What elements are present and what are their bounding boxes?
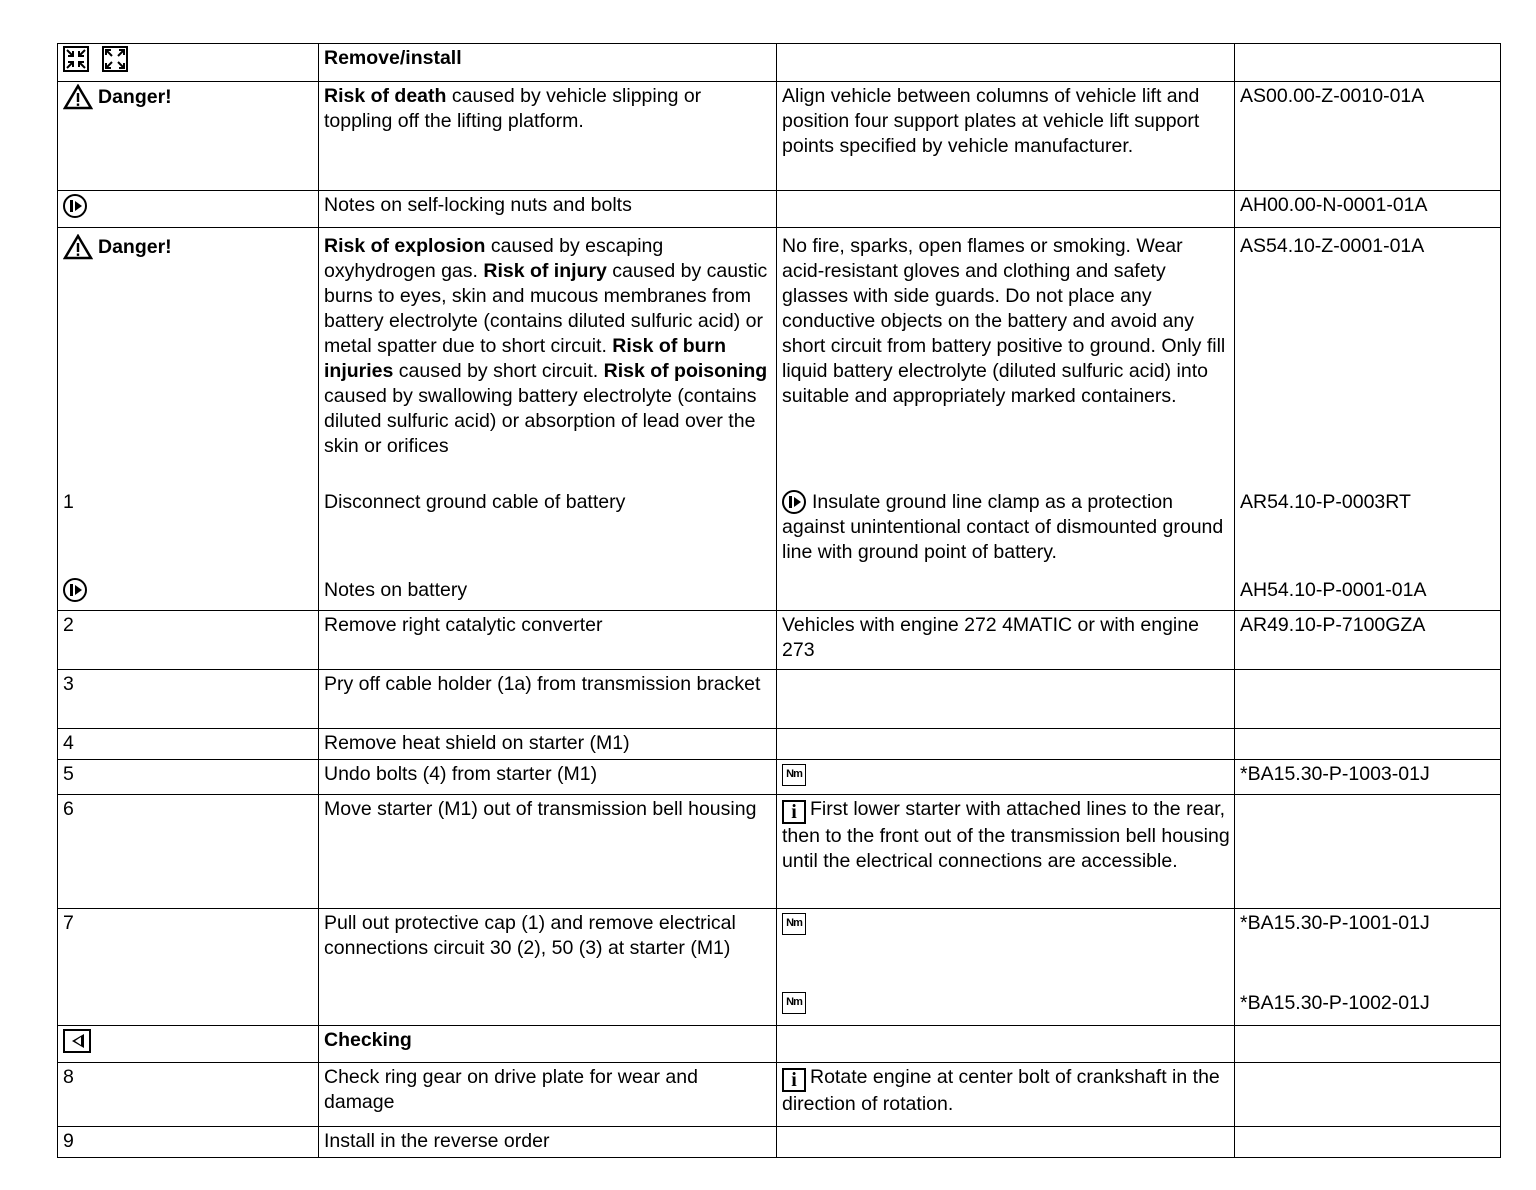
risk-title: Risk of death bbox=[324, 85, 447, 107]
checking-icon bbox=[63, 1029, 91, 1053]
warning-icon bbox=[63, 84, 93, 110]
section-title: Remove/install bbox=[324, 47, 462, 69]
step-text: Disconnect ground cable of battery bbox=[319, 488, 777, 576]
step-number: 7 bbox=[58, 909, 319, 1026]
note-icon bbox=[782, 490, 806, 514]
step-number: 4 bbox=[58, 729, 319, 760]
step-row-5 bbox=[58, 760, 1501, 795]
step-row-6 bbox=[58, 795, 1501, 909]
step-number: 2 bbox=[58, 611, 319, 670]
step-number: 6 bbox=[58, 795, 319, 909]
step-row-8 bbox=[58, 1063, 1501, 1127]
measure-text: Align vehicle between columns of vehicle lift and position four support plates at vehicle lift support points specified by vehicle manufacturer. bbox=[777, 82, 1235, 191]
step-text: Pry off cable holder (1a) from transmission bracket bbox=[319, 670, 777, 729]
procedure-table bbox=[57, 43, 1501, 1158]
step-number: 8 bbox=[58, 1063, 319, 1127]
danger-label: Danger! bbox=[98, 235, 172, 258]
reference-link[interactable]: AS00.00-Z-0010-01A bbox=[1235, 82, 1501, 191]
risk-title: Risk of poisoning bbox=[603, 360, 768, 382]
step-text: Undo bolts (4) from starter (M1) bbox=[319, 760, 777, 795]
info-icon: i bbox=[782, 1068, 806, 1092]
info-icon: i bbox=[782, 800, 806, 824]
step-text: Pull out protective cap (1) and remove electrical connections circuit 30 (2), 50 (3) at starter (M1) bbox=[319, 909, 777, 1026]
step-note: Insulate ground line clamp as a protection against unintentional contact of dismounted ground line with ground point of battery. bbox=[782, 490, 1224, 563]
danger-label: Danger! bbox=[98, 85, 172, 108]
reference-link[interactable]: AR54.10-P-0003RT bbox=[1235, 488, 1501, 576]
step-note: Vehicles with engine 272 4MATIC or with engine 273 bbox=[777, 611, 1235, 670]
step-row-9 bbox=[58, 1127, 1501, 1158]
step-number: 1 bbox=[58, 488, 319, 576]
note-icon bbox=[63, 578, 87, 602]
note-text: Notes on battery bbox=[319, 576, 777, 611]
reference-link[interactable]: *BA15.30-P-1001-01J bbox=[1240, 912, 1430, 934]
header-row bbox=[58, 44, 1501, 82]
risk-text: caused by swallowing battery electrolyte (contains diluted sulfuric acid) or absorption of lead over the skin or orifices bbox=[324, 385, 757, 457]
risk-title: Risk of burn injuries bbox=[324, 335, 727, 382]
reference-link[interactable]: *BA15.30-P-1003-01J bbox=[1235, 760, 1501, 795]
step-row-3 bbox=[58, 670, 1501, 729]
risk-title: Risk of explosion bbox=[324, 235, 486, 257]
reference-link[interactable]: AS54.10-Z-0001-01A bbox=[1235, 228, 1501, 488]
step-text: Check ring gear on drive plate for wear and damage bbox=[319, 1063, 777, 1127]
measure-text: No fire, sparks, open flames or smoking. Wear acid-resistant gloves and clothing and safety glasses with side guards. Do not place any conductive objects on the battery and avoid any short circuit from battery positive to ground. Only fill liquid battery electrolyte (diluted sulfuric acid) into suitable and appropriately marked containers. bbox=[777, 228, 1235, 488]
danger-row-lift bbox=[58, 82, 1501, 191]
checking-row bbox=[58, 1026, 1501, 1063]
step-text: Remove heat shield on starter (M1) bbox=[319, 729, 777, 760]
step-note: Rotate engine at center bolt of crankshaft in the direction of rotation. bbox=[782, 1066, 1220, 1115]
risk-text: caused by caustic burns to eyes, skin and mucous membranes from battery electrolyte (contains diluted sulfuric acid) or metal spatter due to short circuit. bbox=[324, 260, 768, 357]
step-text: Remove right catalytic converter bbox=[319, 611, 777, 670]
note-icon bbox=[63, 194, 87, 218]
step-number: 9 bbox=[58, 1127, 319, 1158]
risk-title: Risk of injury bbox=[483, 260, 607, 282]
note-text: Notes on self-locking nuts and bolts bbox=[319, 191, 777, 228]
step-note: First lower starter with attached lines to the rear, then to the front out of the transmission bell housing until the electrical connections are accessible. bbox=[782, 798, 1230, 872]
remove-icon bbox=[63, 46, 89, 72]
note-row-battery bbox=[58, 576, 1501, 611]
install-icon bbox=[102, 46, 128, 72]
section-title: Checking bbox=[324, 1029, 412, 1051]
warning-icon bbox=[63, 234, 93, 260]
step-text: Install in the reverse order bbox=[319, 1127, 777, 1158]
step-row-7 bbox=[58, 909, 1501, 1026]
torque-icon[interactable]: Nm bbox=[782, 764, 806, 786]
note-row-nuts bbox=[58, 191, 1501, 228]
risk-text: caused by vehicle slipping or toppling off the lifting platform. bbox=[324, 85, 702, 132]
risk-text: caused by short circuit. bbox=[393, 360, 604, 382]
reference-link[interactable]: AH54.10-P-0001-01A bbox=[1235, 576, 1501, 611]
risk-text: caused by escaping oxyhydrogen gas. bbox=[324, 235, 664, 282]
step-row-2 bbox=[58, 611, 1501, 670]
step-number: 5 bbox=[58, 760, 319, 795]
step-number: 3 bbox=[58, 670, 319, 729]
step-row-4 bbox=[58, 729, 1501, 760]
torque-icon[interactable]: Nm bbox=[782, 913, 806, 935]
danger-row-battery bbox=[58, 228, 1501, 488]
step-text: Move starter (M1) out of transmission bell housing bbox=[319, 795, 777, 909]
reference-link[interactable]: *BA15.30-P-1002-01J bbox=[1240, 992, 1430, 1014]
reference-link[interactable]: AH00.00-N-0001-01A bbox=[1235, 191, 1501, 228]
torque-icon[interactable]: Nm bbox=[782, 992, 806, 1014]
reference-link[interactable]: AR49.10-P-7100GZA bbox=[1235, 611, 1501, 670]
step-row-1 bbox=[58, 488, 1501, 576]
